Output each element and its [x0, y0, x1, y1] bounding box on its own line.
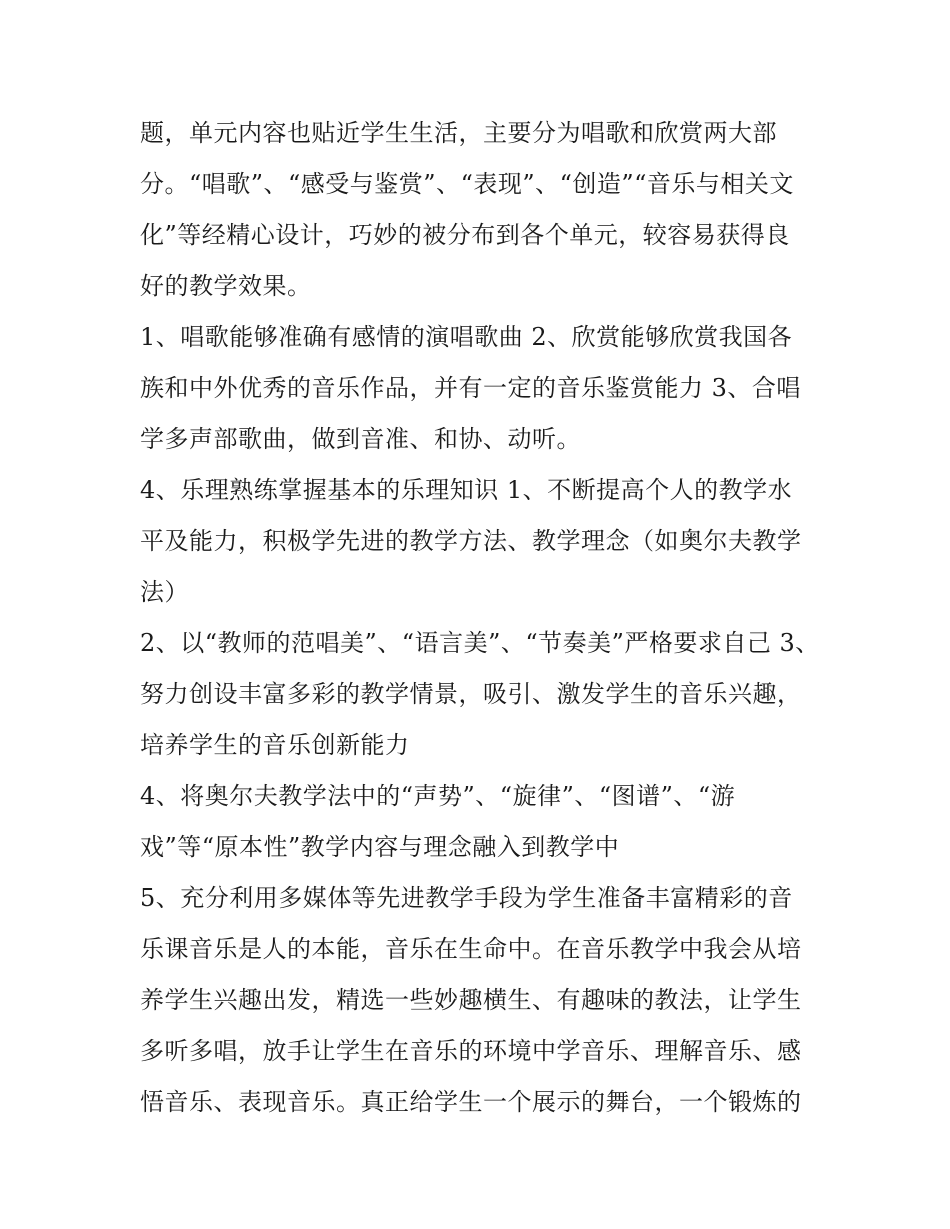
text-line: 1、唱歌能够准确有感情的演唱歌曲 2、欣赏能够欣赏我国各 — [140, 323, 793, 351]
text-line: 悟音乐、表现音乐。真正给学生一个展示的舞台，一个锻炼的 — [140, 1088, 802, 1116]
text-line: 族和中外优秀的音乐作品，并有一定的音乐鉴赏能力 3、合唱 — [140, 374, 801, 402]
text-line: 法） — [140, 578, 189, 606]
text-line: 戏”等“原本性”教学内容与理念融入到教学中 — [140, 833, 620, 861]
text-line: 平及能力，积极学先进的教学方法、教学理念（如奥尔夫教学 — [140, 527, 802, 555]
text-line: 好的教学效果。 — [140, 272, 312, 300]
text-line: 4、乐理熟练掌握基本的乐理知识 1、不断提高个人的教学水 — [140, 476, 793, 504]
text-line: 2、以“教师的范唱美”、“语言美”、“节奏美”严格要求自己 3、 — [140, 629, 820, 657]
document-body — [140, 108, 820, 1128]
text-line: 养学生兴趣出发，精选一些妙趣横生、有趣味的教法，让学生 — [140, 986, 802, 1014]
text-line: 题，单元内容也贴近学生生活，主要分为唱歌和欣赏两大部 — [140, 119, 777, 147]
text-line: 培养学生的音乐创新能力 — [140, 731, 410, 759]
text-line: 4、将奥尔夫教学法中的“声势”、“旋律”、“图谱”、“游 — [140, 782, 736, 810]
text-line: 乐课音乐是人的本能，音乐在生命中。在音乐教学中我会从培 — [140, 935, 802, 963]
text-line: 努力创设丰富多彩的教学情景，吸引、激发学生的音乐兴趣， — [140, 680, 802, 708]
text-line: 多听多唱，放手让学生在音乐的环境中学音乐、理解音乐、感 — [140, 1037, 802, 1065]
text-line: 5、充分利用多媒体等先进教学手段为学生准备丰富精彩的音 — [140, 884, 793, 912]
text-line: 学多声部歌曲，做到音准、和协、动听。 — [140, 425, 581, 453]
text-line: 分。“唱歌”、“感受与鉴赏”、“表现”、“创造”“音乐与相关文 — [140, 170, 794, 198]
text-line: 化”等经精心设计，巧妙的被分布到各个单元，较容易获得良 — [140, 221, 790, 249]
